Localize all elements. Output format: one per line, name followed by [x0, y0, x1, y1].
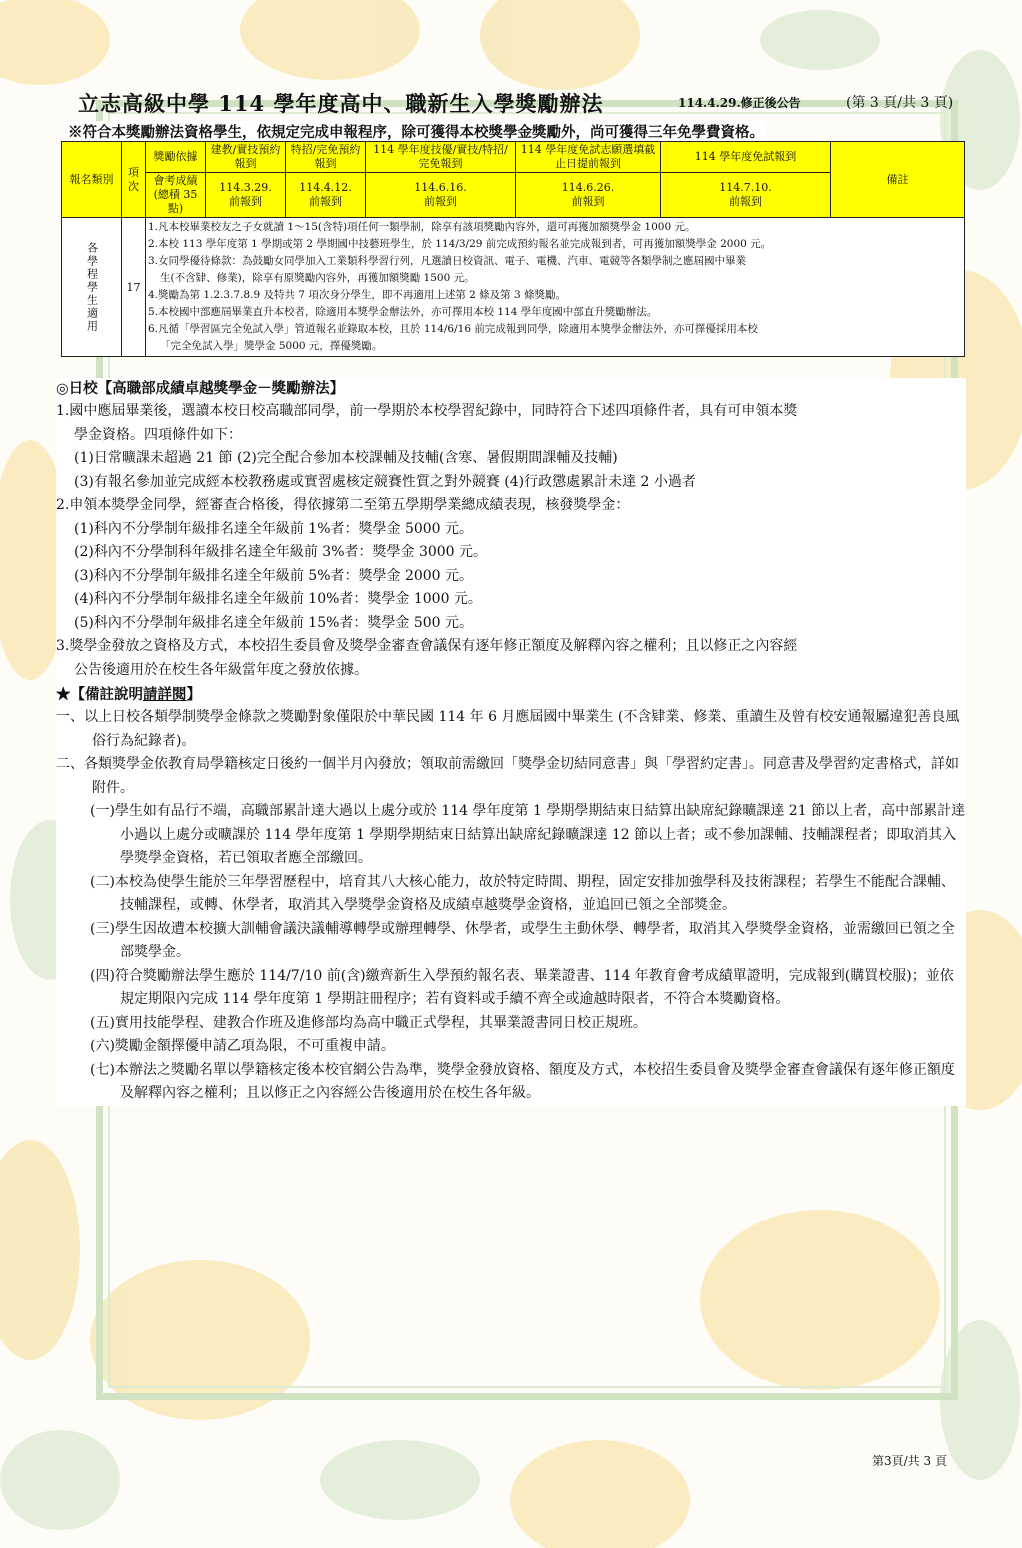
notes-title	[56, 684, 966, 706]
award-table	[61, 141, 965, 357]
row-item	[122, 218, 146, 357]
note-sub-item: (五)實用技能學程、建教合作班及進修部均為高中職正式學程，其畢業證書同日校正規班。	[90, 1014, 647, 1031]
detail-line: 2.本校 113 學年度第 1 學期或第 2 學期國中技藝班學生，於 114/3/29 前完成預約報名並完成報到者，可再獲加額獎學金 2000 元。	[148, 238, 772, 250]
page-title: 立志高級中學 114 學年度高中、職新生入學獎勵辦法	[78, 91, 604, 116]
header-col5-label: 114 學年度免試報到	[694, 150, 797, 163]
scholarship-item-1b: 學金資格。四項條件如下：	[74, 426, 242, 443]
note-sub-item: (六)獎勵金額擇優申請乙項為限，不可重複申請。	[90, 1038, 395, 1054]
note-sub-item: (一)學生如有品行不端，高職部累計達大過以上處分或於 114 學年度第 1 學期學期結束日結算出缺席紀錄曠課達 21 節以上者，高中部累計達小過以上處分或曠課於 114 學年度第 1 學期學期結束日結算出缺席紀錄曠課達 12 節以上者；或不參加課輔、技輔課程者；即取消其入學獎學金資格，若已領取者應全部繳回。	[90, 803, 966, 866]
award-level: (1)科內不分學制年級排名達全年級前 1%者：獎學金 5000 元。	[74, 520, 474, 537]
col2-deadline: 前報到	[309, 195, 342, 208]
scholarship-item-3b: 公告後適用於在校生各年級當年度之發放依據。	[74, 661, 368, 678]
title-row	[78, 88, 968, 116]
col4-date: 114.6.26.	[561, 181, 615, 194]
scholarship-item-2: 2.申領本獎學金同學，經審查合格後，得依據第二至第五學期學業總成績表現，核發獎學金：	[56, 497, 630, 513]
table-date-row	[62, 173, 965, 218]
header-item	[122, 142, 146, 218]
header-col3	[366, 142, 516, 173]
note-sub-item: (二)本校為使學生能於三年學習歷程中，培育其八大核心能力，故於特定時間、期程，固定安排加強學科及技術課程；若學生不能配合課輔、技輔課程，或轉、休學者，取消其入學獎學金資格及成績卓越獎學金資格，並追回已領之全部獎金。	[90, 873, 955, 913]
detail-line: 3.女同學優待條款：為鼓勵女同學加入工業類科學習行列，凡選讀日校資訊、電子、電機、汽車、電競等各類學制之應屆國中畢業	[148, 255, 747, 267]
scholarship-condition-a: (1)日常曠課未超過 21 節 (2)完全配合參加本校課輔及技輔(含寒、暑假期間課輔及技輔)	[74, 450, 618, 466]
scholarship-item-3a: 3.獎學金發放之資格及方式，本校招生委員會及獎學金審查會議保有逐年修正額度及解釋內容之權利；且以修正之內容經	[56, 638, 798, 654]
header-col3-label: 114 學年度技優/實技/特招/完免報到	[373, 143, 508, 170]
header-basis	[146, 142, 206, 173]
detail-line: 6.凡循「學習區完全免試入學」管道報名並錄取本校，且於 114/6/16 前完成報到同學，除適用本獎學金辦法外，亦可擇優採用本校	[148, 323, 758, 335]
row-item-number: 17	[126, 280, 141, 294]
col5-date-cell	[661, 173, 831, 218]
row-category-label: 各學程學生適用	[85, 241, 99, 333]
award-level: (5)科內不分學制年級排名達全年級前 15%者：獎學金 500 元。	[74, 614, 474, 631]
basis-score-label: 會考成績	[153, 174, 198, 187]
note-sub-item: (三)學生因故遭本校擴大訓輔會議決議輔導轉學或辦理轉學、休學者，或學生主動休學、轉學者，取消其入學獎學金資格，並需繳回已領之全部獎學金。	[90, 920, 955, 960]
award-level: (3)科內不分學制年級排名達全年級前 5%者：獎學金 2000 元。	[74, 567, 474, 584]
note-1: 一、以上日校各類學制獎學金條款之獎勵對象僅限於中華民國 114 年 6 月應屆國中畢業生 (不含肄業、修業、重讀生及曾有校安通報屬違犯善良風俗行為紀錄者)。	[56, 709, 960, 749]
header-remark	[831, 142, 965, 218]
header-col4	[516, 142, 661, 173]
detail-line: 5.本校國中部應屆畢業直升本校者，除適用本獎學金辦法外，亦可擇用本校 114 學年度國中部直升獎勵辦法。	[148, 306, 658, 318]
notes-title-underlined: 請詳閱	[143, 686, 187, 703]
header-col1	[206, 142, 286, 173]
detail-line: 「完全免試入學」獎學金 5000 元，擇優獎勵。	[160, 340, 383, 352]
basis-score	[146, 173, 206, 218]
eligibility-notice: ※符合本獎勵辦法資格學生，依規定完成申報程序，除可獲得本校獎學金獎勵外，尚可獲得三年免學費資格。	[66, 121, 766, 142]
header-item-label: 項次	[128, 165, 139, 193]
detail-line: 1.凡本校畢業校友之子女就讀 1～15(含特)項任何一類學制，除享有該項獎勵內容外，還可再獲加額獎學金 1000 元。	[148, 221, 696, 233]
col5-date: 114.7.10.	[719, 181, 772, 194]
header-col1-label: 建教/實技預約報到	[210, 143, 281, 170]
note-sub-item: (七)本辦法之獎勵名單以學籍核定後本校官網公告為準，獎學金發放資格、額度及方式，本校招生委員會及獎學金審查會議保有逐年修正額度及解釋內容之權利；且以修正之內容經公告後適用於在校生各年級。	[90, 1061, 955, 1101]
header-category	[62, 142, 122, 218]
col2-date-cell	[286, 173, 366, 218]
col5-deadline: 前報到	[729, 195, 762, 208]
page-footer: 第3頁/共 3 頁	[872, 1454, 947, 1468]
row-category	[62, 218, 122, 357]
col4-date-cell	[516, 173, 661, 218]
header-remark-label: 備註	[886, 172, 909, 186]
header-col5	[661, 142, 831, 173]
col4-deadline: 前報到	[571, 195, 605, 208]
row-details	[146, 218, 965, 357]
scholarship-condition-b: (3)有報名參加並完成經本校教務處或實習處核定競賽性質之對外競賽 (4)行政懲處累計未達 2 小過者	[74, 473, 696, 490]
section-scholarship-title: ◎日校【高職部成績卓越獎學金－獎勵辦法】	[56, 380, 345, 397]
basis-score-points: (總積 35 點)	[153, 188, 198, 215]
col3-deadline: 前報到	[424, 195, 457, 208]
col1-date-cell	[206, 173, 286, 218]
col3-date-cell	[366, 173, 516, 218]
header-col2-label: 特招/完免預約報到	[290, 143, 361, 170]
revision-note: 114.4.29.修正後公告	[678, 96, 801, 110]
note-2: 二、各類獎學金依教育局學籍核定日後約一個半月內發放；領取前需繳回「獎學金切結同意書」與「學習約定書」。同意書及學習約定書格式，詳如附件。	[56, 756, 959, 796]
table-row	[62, 218, 965, 357]
page-indicator: (第 3 頁/共 3 頁)	[846, 95, 954, 111]
table-header-row	[62, 142, 965, 173]
header-col4-label: 114 學年度免試志願選填截止日提前報到	[520, 143, 656, 170]
col3-date: 114.6.16.	[414, 181, 467, 194]
col2-date: 114.4.12.	[299, 181, 352, 194]
detail-line: 生(不含肄、修業)，除享有原獎勵內容外，再獲加額獎勵 1500 元。	[160, 272, 475, 284]
section-scholarship	[56, 378, 966, 1106]
col1-deadline: 前報到	[229, 195, 262, 208]
notes-title-suffix: 】	[186, 686, 201, 703]
notes-title-prefix: ★【備註說明	[56, 686, 143, 703]
header-col2	[286, 142, 366, 173]
col1-date: 114.3.29.	[219, 181, 272, 194]
note-sub-item: (四)符合獎勵辦法學生應於 114/7/10 前(含)繳齊新生入學預約報名表、畢業證書、114 年教育會考成績單證明，完成報到(購買校服)；並依規定期限內完成 114 學年度第 1 學期註冊程序；若有資料或手續不齊全或逾越時限者，不符合本獎勵資格。	[90, 967, 954, 1007]
award-level: (4)科內不分學制年級排名達全年級前 10%者：獎學金 1000 元。	[74, 591, 482, 607]
header-basis-label: 獎勵依據	[153, 150, 198, 163]
header-category-label: 報名類別	[69, 172, 114, 186]
detail-line: 4.獎勵為第 1.2.3.7.8.9 及特共 7 項次身分學生，即不再適用上述第 2 條及第 3 條獎勵。	[148, 289, 567, 301]
award-level: (2)科內不分學制科年級排名達全年級前 3%者：獎學金 3000 元。	[74, 544, 488, 560]
scholarship-item-1a: 1.國中應屆畢業後，選讀本校日校高職部同學，前一學期於本校學習紀錄中，同時符合下述四項條件者，具有可申領本獎	[56, 403, 798, 419]
